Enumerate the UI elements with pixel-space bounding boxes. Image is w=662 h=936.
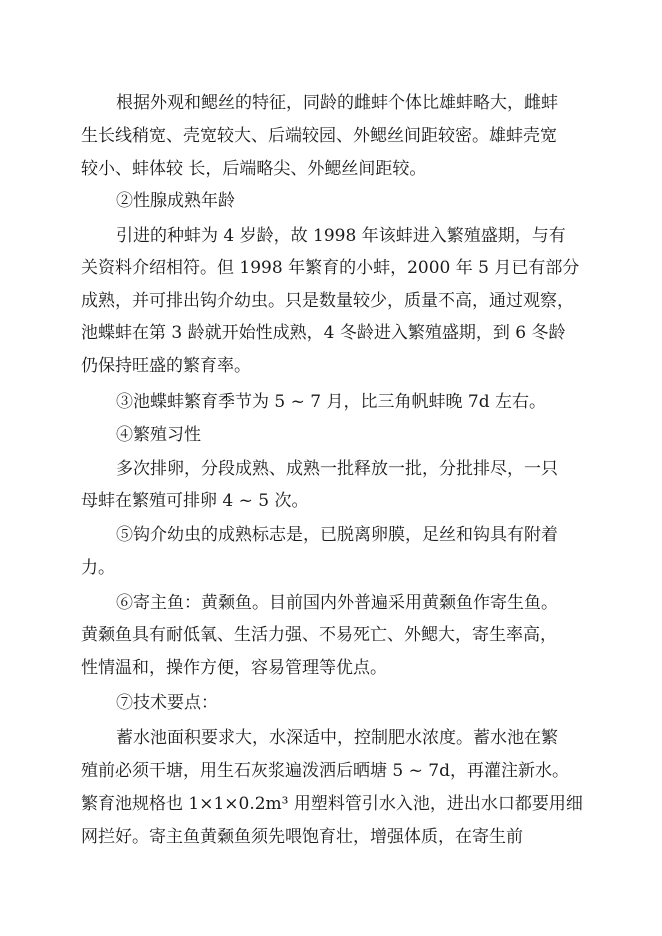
text-line: 较小、蚌体较 长，后端略尖、外鳃丝间距较。 — [81, 159, 427, 179]
text-line: 母蚌在繁殖可排卵 4 ~ 5 次。 — [81, 491, 309, 511]
text-line: 成熟，并可排出钩介幼虫。只是数量较少，质量不高，通过观察， — [81, 291, 574, 311]
text-line: 多次排卵，分段成熟、成熟一批释放一批，分批排尽，一只 — [116, 459, 558, 479]
text-line: 根据外观和鳃丝的特征，同龄的雌蚌个体比雄蚌略大，雌蚌 — [116, 93, 558, 113]
section-heading: ⑤钩介幼虫的成熟标志是，已脱离卵膜，足丝和钩具有附着 — [116, 525, 558, 545]
section-heading: ④繁殖习性 — [116, 425, 201, 445]
text-line: 黄颡鱼具有耐低氧、生活力强、不易死亡、外鳃大，寄生率高， — [81, 625, 557, 645]
text-line: 繁育池规格也 1×1×0.2m³ 用塑料管引水入池，进出水口都要用细 — [81, 794, 583, 814]
text-line: 蓄水池面积要求大，水深适中，控制肥水浓度。蓄水池在繁 — [116, 728, 558, 748]
text-line: 网拦好。寄主鱼黄颡鱼须先喂饱育壮，增强体质，在寄生前 — [81, 827, 523, 847]
text-line: 关资料介绍相符。但 1998 年繁育的小蚌，2000 年 5 月已有部分 — [81, 258, 580, 278]
text-line: 殖前必须干塘，用生石灰浆遍泼洒后晒塘 5 ~ 7d，再灌注新水。 — [81, 761, 569, 781]
text-line: 生长线稍宽、壳宽较大、后端较园、外鳃丝间距较密。雄蚌壳宽 — [81, 126, 557, 146]
section-heading: ②性腺成熟年龄 — [116, 191, 235, 211]
section-heading: ⑥寄主鱼：黄颡鱼。目前国内外普遍采用黄颡鱼作寄生鱼。 — [116, 593, 558, 613]
section-heading: ⑦技术要点： — [116, 693, 218, 713]
section-heading: ③池蝶蚌繁育季节为 5 ~ 7 月，比三角帆蚌晚 7d 左右。 — [116, 392, 546, 412]
text-line: 性情温和，操作方便，容易管理等优点。 — [81, 658, 387, 678]
text-line: 引进的种蚌为 4 岁龄，故 1998 年该蚌进入繁殖盛期，与有 — [116, 226, 566, 246]
text-line: 力。 — [81, 558, 115, 578]
text-line: 仍保持旺盛的繁育率。 — [81, 356, 251, 376]
text-line: 池蝶蚌在第 3 龄就开始性成熟，4 冬龄进入繁殖盛期，到 6 冬龄 — [81, 323, 566, 343]
